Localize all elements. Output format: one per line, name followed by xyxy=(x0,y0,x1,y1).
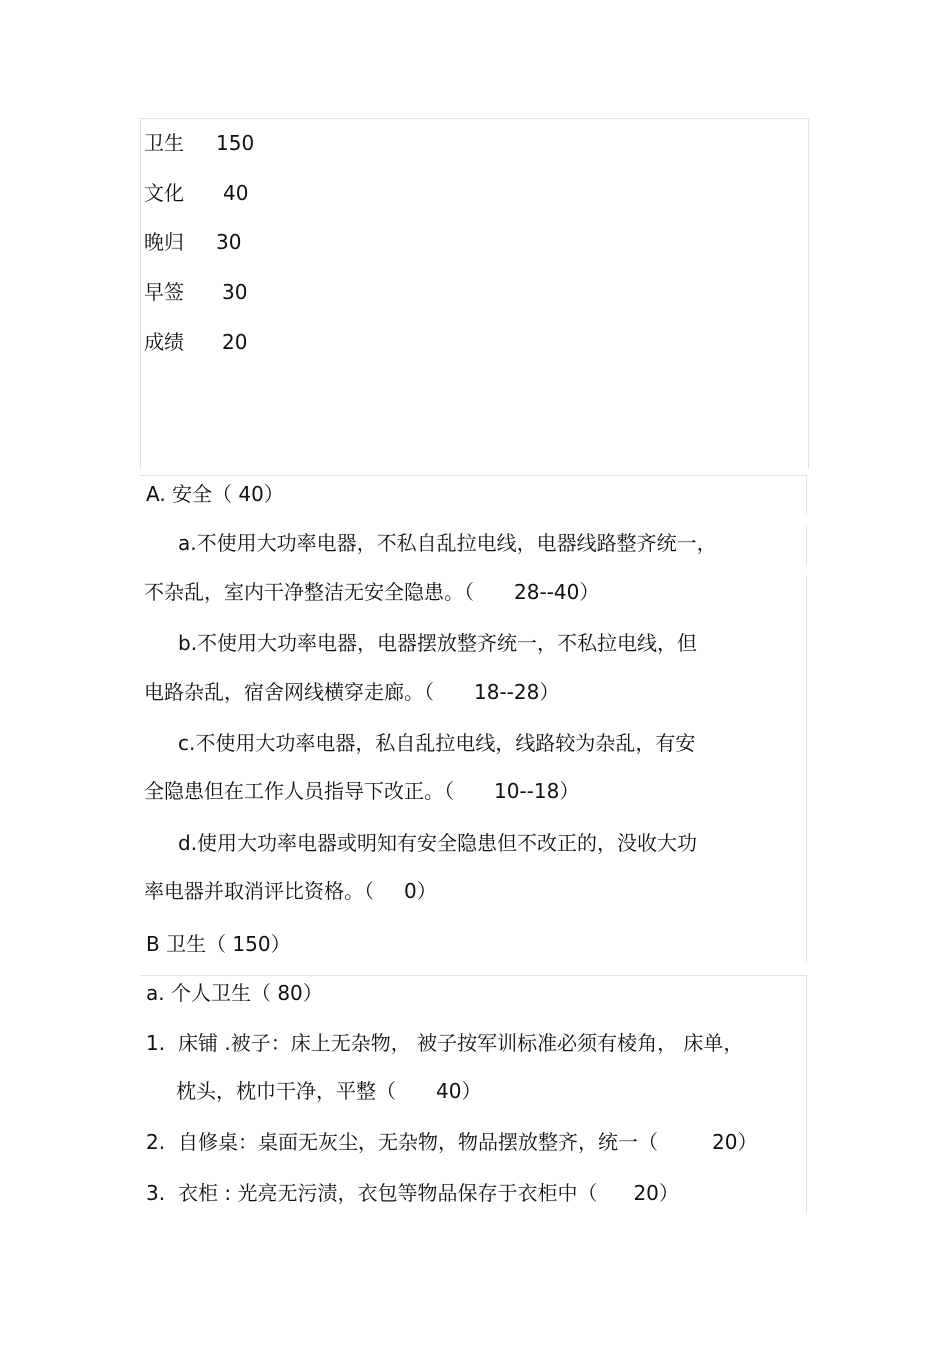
score-row xyxy=(144,279,247,305)
score-row xyxy=(144,329,247,355)
section-a-item-line: d.使用大功率电器或明知有安全隐患但不改正的，没收大功 xyxy=(178,831,698,855)
section-b-subheading: a. 个人卫生（ 80） xyxy=(146,981,323,1005)
frame-line xyxy=(140,475,807,476)
score-value: 150 xyxy=(216,131,255,155)
item-number: 3. xyxy=(146,1181,166,1205)
section-a-item-line: 电路杂乱，宿舍网线横穿走廊。（ 18--28） xyxy=(144,680,560,704)
item-number: 2. xyxy=(146,1130,166,1154)
section-a-heading: A. 安全（ 40） xyxy=(146,482,284,506)
score-range: 20） xyxy=(712,1130,758,1154)
item-number: 1. xyxy=(146,1031,166,1055)
score-label: 卫生 xyxy=(144,131,184,155)
section-a-item-line: 不杂乱，室内干净整洁无安全隐患。（ 28--40） xyxy=(144,580,600,604)
score-label: 晚归 xyxy=(144,230,184,254)
score-range: 28--40） xyxy=(514,580,600,604)
frame-line xyxy=(806,525,807,565)
score-label: 成绩 xyxy=(144,330,184,354)
score-value: 30 xyxy=(216,230,242,254)
section-a-item-line: 全隐患但在工作人员指导下改正。（ 10--18） xyxy=(144,779,580,803)
score-row xyxy=(144,180,248,206)
score-value: 40 xyxy=(223,181,249,205)
score-row xyxy=(144,130,254,156)
section-b-item: 1. 床铺 .被子：床上无杂物， 被子按军训标准必须有棱角， 床单， xyxy=(146,1031,744,1055)
score-value: 30 xyxy=(222,280,248,304)
section-a-item-line: a.不使用大功率电器，不私自乱拉电线，电器线路整齐统一， xyxy=(178,531,717,555)
section-b-item: 3. 衣柜 : 光亮无污渍，衣包等物品保存于衣柜中（ 20） xyxy=(146,1181,679,1205)
score-label: 早签 xyxy=(144,280,184,304)
frame-line xyxy=(140,975,807,976)
section-b-item: 2. 自修桌：桌面无灰尘，无杂物，物品摆放整齐，统一（ 20） xyxy=(146,1130,758,1154)
section-b-heading: B 卫生（ 150） xyxy=(146,932,291,956)
section-a-item-line: c.不使用大功率电器，私自乱拉电线，线路较为杂乱，有安 xyxy=(178,731,696,755)
score-range: 18--28） xyxy=(474,680,560,704)
score-range: 20） xyxy=(633,1181,679,1205)
score-range: 10--18） xyxy=(494,779,580,803)
frame-line xyxy=(806,575,807,963)
section-b-item-line: 枕头，枕巾干净，平整（ 40） xyxy=(176,1079,482,1103)
score-range: 40） xyxy=(436,1079,482,1103)
frame-line xyxy=(806,475,807,515)
frame-line xyxy=(806,975,807,1213)
score-range: 0） xyxy=(404,879,437,903)
score-value: 20 xyxy=(222,330,248,354)
score-row xyxy=(144,229,241,255)
score-label: 文化 xyxy=(144,181,184,205)
section-a-item-line: 率电器并取消评比资格。（ 0） xyxy=(144,879,437,903)
section-a-item-line: b.不使用大功率电器，电器摆放整齐统一，不私拉电线，但 xyxy=(178,631,698,655)
